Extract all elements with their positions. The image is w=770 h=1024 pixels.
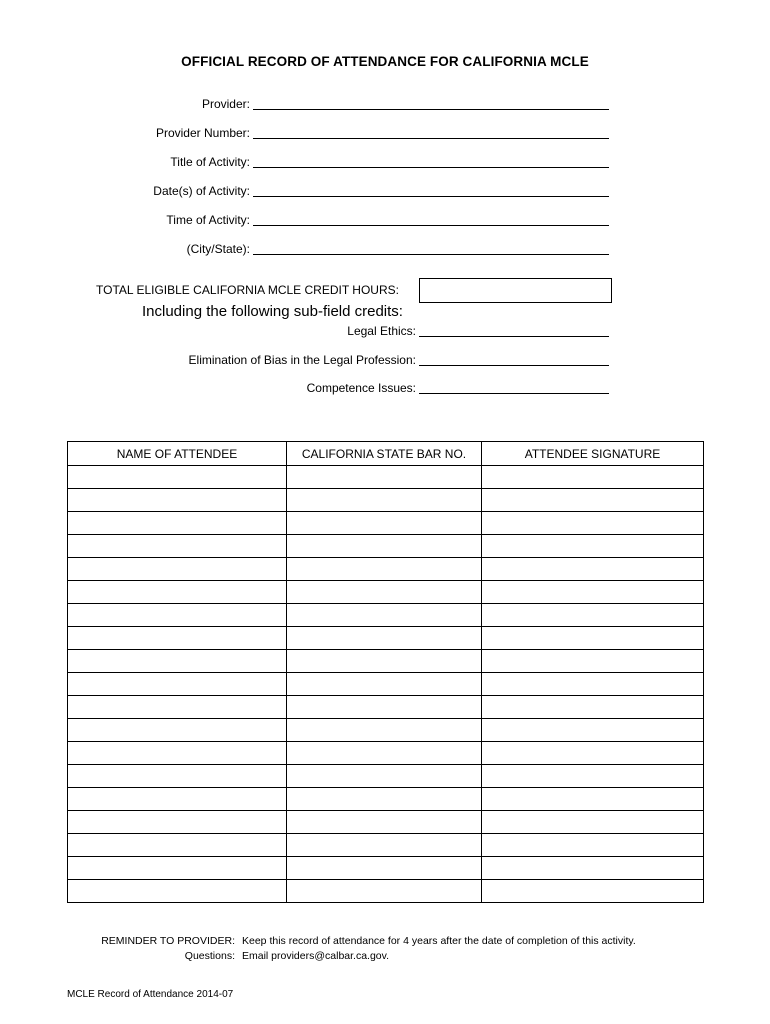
- total-credit-input[interactable]: [419, 278, 612, 303]
- bar-number-cell[interactable]: [287, 627, 482, 650]
- table-row: [68, 719, 704, 742]
- bar-number-cell[interactable]: [287, 581, 482, 604]
- signature-cell[interactable]: [482, 489, 704, 512]
- bar-number-cell[interactable]: [287, 673, 482, 696]
- activity-time-label: Time of Activity:: [166, 213, 250, 227]
- signature-cell[interactable]: [482, 512, 704, 535]
- attendee-name-cell[interactable]: [68, 512, 287, 535]
- attendee-name-cell[interactable]: [68, 719, 287, 742]
- bar-number-cell[interactable]: [287, 466, 482, 489]
- signature-cell[interactable]: [482, 558, 704, 581]
- table-row: [68, 604, 704, 627]
- table-row: [68, 742, 704, 765]
- attendee-name-cell[interactable]: [68, 466, 287, 489]
- provider-label: Provider:: [201, 97, 250, 111]
- bar-number-cell[interactable]: [287, 811, 482, 834]
- bar-number-cell[interactable]: [287, 535, 482, 558]
- attendee-table-body: [68, 466, 704, 903]
- questions-label: Questions:: [184, 950, 235, 962]
- attendee-name-cell[interactable]: [68, 581, 287, 604]
- competence-issues-row: [0, 381, 770, 399]
- table-row: [68, 673, 704, 696]
- column-header-bar-number: CALIFORNIA STATE BAR NO.: [287, 442, 482, 466]
- signature-cell[interactable]: [482, 696, 704, 719]
- attendee-name-cell[interactable]: [68, 857, 287, 880]
- table-row: [68, 765, 704, 788]
- bar-number-cell[interactable]: [287, 880, 482, 903]
- table-row: [68, 650, 704, 673]
- subfield-heading: Including the following sub-field credits:: [142, 303, 403, 320]
- signature-cell[interactable]: [482, 765, 704, 788]
- table-row: [68, 696, 704, 719]
- attendee-name-cell[interactable]: [68, 765, 287, 788]
- signature-cell[interactable]: [482, 834, 704, 857]
- activity-time-field[interactable]: [253, 225, 609, 226]
- attendee-name-cell[interactable]: [68, 834, 287, 857]
- activity-title-row: [0, 155, 770, 173]
- elimination-of-bias-field[interactable]: [419, 365, 609, 366]
- bar-number-cell[interactable]: [287, 558, 482, 581]
- questions-text: Email providers@calbar.ca.gov.: [242, 950, 390, 962]
- legal-ethics-field[interactable]: [419, 336, 609, 337]
- attendee-name-cell[interactable]: [68, 627, 287, 650]
- signature-cell[interactable]: [482, 604, 704, 627]
- table-row: [68, 466, 704, 489]
- provider-number-label: Provider Number:: [155, 126, 250, 140]
- elimination-of-bias-label: Elimination of Bias in the Legal Profession:: [188, 353, 416, 367]
- provider-number-field[interactable]: [253, 138, 609, 139]
- column-header-name: NAME OF ATTENDEE: [68, 442, 287, 466]
- table-row: [68, 834, 704, 857]
- signature-cell[interactable]: [482, 788, 704, 811]
- table-row: [68, 535, 704, 558]
- reminder-text: Keep this record of attendance for 4 years after the date of completion of this activity.: [242, 935, 636, 947]
- document-title: OFFICIAL RECORD OF ATTENDANCE FOR CALIFORNIA MCLE: [181, 54, 589, 69]
- form-identifier: MCLE Record of Attendance 2014-07: [67, 989, 234, 1000]
- bar-number-cell[interactable]: [287, 834, 482, 857]
- table-row: [68, 627, 704, 650]
- legal-ethics-label: Legal Ethics:: [347, 324, 416, 338]
- table-row: [68, 857, 704, 880]
- attendee-name-cell[interactable]: [68, 489, 287, 512]
- activity-title-field[interactable]: [253, 167, 609, 168]
- signature-cell[interactable]: [482, 742, 704, 765]
- table-header-row: [68, 442, 704, 466]
- attendee-name-cell[interactable]: [68, 788, 287, 811]
- signature-cell[interactable]: [482, 857, 704, 880]
- city-state-row: [0, 242, 770, 260]
- attendee-name-cell[interactable]: [68, 696, 287, 719]
- attendee-name-cell[interactable]: [68, 535, 287, 558]
- bar-number-cell[interactable]: [287, 788, 482, 811]
- bar-number-cell[interactable]: [287, 650, 482, 673]
- provider-number-row: [0, 126, 770, 144]
- competence-issues-label: Competence Issues:: [306, 381, 416, 395]
- signature-cell[interactable]: [482, 581, 704, 604]
- table-row: [68, 512, 704, 535]
- signature-cell[interactable]: [482, 719, 704, 742]
- competence-issues-field[interactable]: [419, 393, 609, 394]
- provider-row: [0, 97, 770, 115]
- attendee-name-cell[interactable]: [68, 742, 287, 765]
- attendee-name-cell[interactable]: [68, 811, 287, 834]
- table-row: [68, 558, 704, 581]
- signature-cell[interactable]: [482, 535, 704, 558]
- attendee-name-cell[interactable]: [68, 673, 287, 696]
- provider-field[interactable]: [253, 109, 609, 110]
- bar-number-cell[interactable]: [287, 604, 482, 627]
- activity-dates-field[interactable]: [253, 196, 609, 197]
- attendee-name-cell[interactable]: [68, 880, 287, 903]
- bar-number-cell[interactable]: [287, 765, 482, 788]
- signature-cell[interactable]: [482, 627, 704, 650]
- legal-ethics-row: [0, 324, 770, 342]
- city-state-field[interactable]: [253, 254, 609, 255]
- signature-cell[interactable]: [482, 673, 704, 696]
- bar-number-cell[interactable]: [287, 857, 482, 880]
- attendee-table: [67, 441, 704, 903]
- attendee-name-cell[interactable]: [68, 650, 287, 673]
- attendee-name-cell[interactable]: [68, 604, 287, 627]
- signature-cell[interactable]: [482, 650, 704, 673]
- bar-number-cell[interactable]: [287, 719, 482, 742]
- column-header-signature: ATTENDEE SIGNATURE: [482, 442, 704, 466]
- table-row: [68, 880, 704, 903]
- total-credit-label: TOTAL ELIGIBLE CALIFORNIA MCLE CREDIT HOURS:: [96, 283, 399, 297]
- table-row: [68, 788, 704, 811]
- attendee-name-cell[interactable]: [68, 558, 287, 581]
- bar-number-cell[interactable]: [287, 489, 482, 512]
- activity-title-label: Title of Activity:: [170, 155, 250, 169]
- signature-cell[interactable]: [482, 811, 704, 834]
- bar-number-cell[interactable]: [287, 742, 482, 765]
- signature-cell[interactable]: [482, 466, 704, 489]
- city-state-label: (City/State):: [186, 242, 250, 256]
- bar-number-cell[interactable]: [287, 696, 482, 719]
- activity-dates-label: Date(s) of Activity:: [153, 184, 250, 198]
- signature-cell[interactable]: [482, 880, 704, 903]
- reminder-label: REMINDER TO PROVIDER:: [101, 935, 235, 947]
- activity-time-row: [0, 213, 770, 231]
- bar-number-cell[interactable]: [287, 512, 482, 535]
- activity-dates-row: [0, 184, 770, 202]
- elimination-of-bias-row: [0, 353, 770, 371]
- table-row: [68, 489, 704, 512]
- table-row: [68, 581, 704, 604]
- table-row: [68, 811, 704, 834]
